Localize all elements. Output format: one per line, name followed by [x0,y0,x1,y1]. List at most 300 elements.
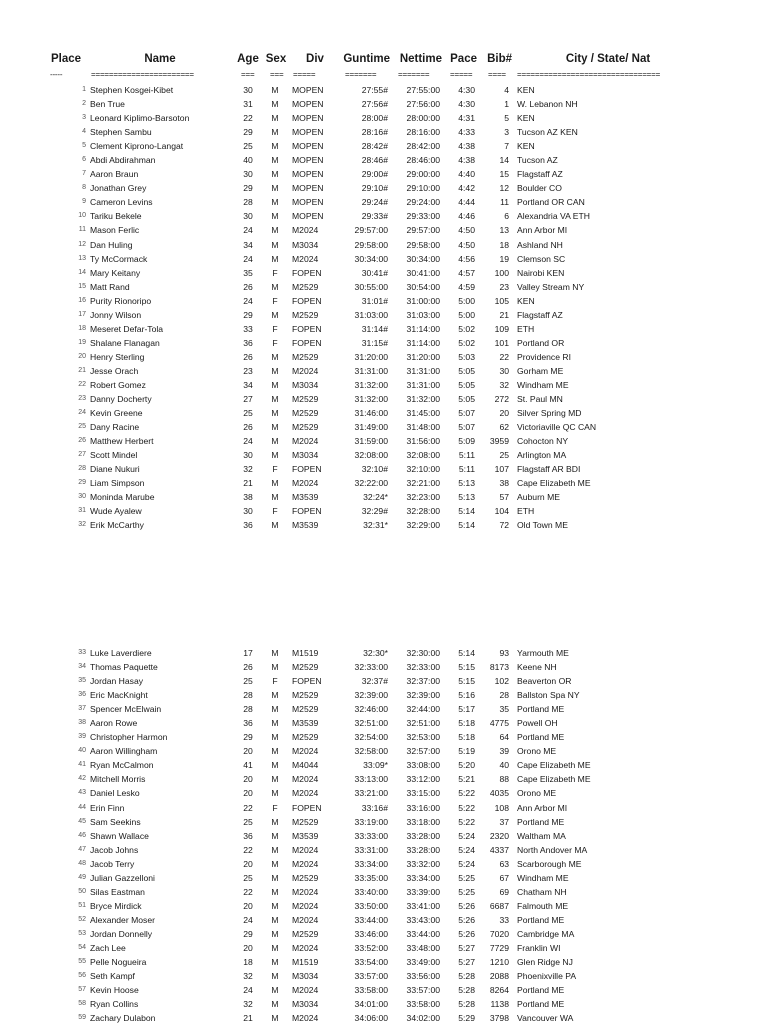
cell-pace: 5:02 [458,323,475,334]
cell-city: Old Town ME [517,520,568,531]
cell-place: 35 [78,677,86,685]
cell-net: 32:23:00 [406,492,440,503]
col-nettime: Nettime [399,53,442,65]
cell-bib: 63 [499,858,509,869]
cell-pace: 5:03 [458,351,475,362]
cell-net: 33:39:00 [406,886,440,897]
cell-age: 32 [243,971,253,982]
cell-name: Mitchell Morris [90,774,146,785]
result-row [0,223,768,237]
cell-gun: 32:46:00 [354,704,388,715]
cell-net: 32:37:00 [406,676,440,687]
cell-place: 47 [78,845,86,853]
cell-pace: 4:42 [458,183,475,194]
cell-name: Pelle Nogueira [90,957,147,968]
cell-pace: 5:21 [458,774,475,785]
result-row [0,829,768,843]
cell-city: Windham ME [517,379,569,390]
cell-bib: 37 [499,816,509,827]
col-pace: Pace [450,53,477,65]
sep-pace: ===== [450,70,473,79]
cell-bib: 109 [494,323,509,334]
cell-gun: 32:31* [363,520,388,531]
cell-sex: M [271,155,279,166]
result-row [0,786,768,800]
cell-city: Portland ME [517,732,565,743]
cell-div: M2024 [292,788,319,799]
cell-city: Portland OR [517,337,565,348]
cell-age: 36 [243,830,253,841]
cell-gun: 31:59:00 [354,436,388,447]
cell-age: 32 [243,999,253,1010]
cell-sex: M [271,253,279,264]
cell-div: FOPEN [292,802,322,813]
cell-net: 33:49:00 [406,957,440,968]
cell-age: 24 [243,914,253,925]
cell-div: M2024 [292,844,319,855]
cell-sex: M [271,928,279,939]
cell-name: Clement Kiprono-Langat [90,141,184,152]
cell-place: 43 [78,789,86,797]
cell-gun: 28:00# [361,113,388,124]
result-row [0,744,768,758]
cell-name: Daniel Lesko [90,788,140,799]
cell-pace: 5:05 [458,379,475,390]
cell-pace: 4:30 [458,85,475,95]
col-name: Name [144,53,176,65]
cell-city: Alexandria VA ETH [517,211,590,222]
cell-name: Wude Ayalew [90,506,142,517]
result-row [0,955,768,969]
cell-net: 29:57:00 [406,225,440,236]
result-row [0,941,768,955]
cell-sex: M [271,127,279,138]
cell-gun: 30:34:00 [354,253,388,264]
cell-place: 28 [78,465,86,473]
result-row [0,181,768,195]
cell-net: 33:44:00 [406,928,440,939]
cell-age: 36 [243,520,253,531]
cell-city: Portland ME [517,914,565,925]
cell-age: 21 [243,478,253,489]
cell-gun: 33:40:00 [354,886,388,897]
cell-city: Falmouth ME [517,900,569,911]
cell-sex: M [271,942,279,953]
cell-name: Julian Gazzelloni [90,872,155,883]
cell-pace: 5:14 [458,648,475,658]
cell-place: 4 [82,128,86,136]
cell-pace: 5:26 [458,928,475,939]
col-sex: Sex [265,53,287,65]
result-row [0,167,768,181]
cell-name: Shawn Wallace [90,830,149,841]
cell-gun: 32:58:00 [354,746,388,757]
cell-bib: 11 [500,197,509,208]
cell-place: 58 [78,1000,86,1008]
cell-gun: 32:37# [361,676,388,687]
cell-city: Cape Elizabeth ME [517,774,591,785]
cell-net: 31:32:00 [406,394,440,405]
cell-city: KEN [517,141,535,152]
cell-pace: 4:38 [458,141,475,152]
result-row [0,308,768,322]
cell-pace: 5:11 [458,464,475,475]
cell-bib: 5 [504,113,509,124]
cell-name: Matt Rand [90,281,130,292]
cell-bib: 19 [499,253,509,264]
cell-city: Cohocton NY [517,436,569,447]
cell-bib: 3 [504,127,509,138]
cell-bib: 4 [504,85,509,95]
cell-city: Windham ME [517,872,569,883]
cell-name: Cameron Levins [90,197,153,208]
cell-age: 28 [243,704,253,715]
cell-bib: 33 [499,914,509,925]
cell-age: 22 [243,802,253,813]
cell-city: Vancouver WA [517,1013,574,1024]
cell-net: 33:18:00 [406,816,440,827]
cell-net: 29:10:00 [406,183,440,194]
cell-city: Flagstaff AZ [517,169,563,180]
cell-gun: 34:06:00 [354,1013,388,1024]
cell-div: M2529 [292,309,319,320]
cell-city: Victoriaville QC CAN [517,422,597,433]
cell-age: 24 [243,985,253,996]
cell-div: M2024 [292,478,319,489]
cell-gun: 29:57:00 [354,225,388,236]
cell-pace: 5:05 [458,394,475,405]
result-row [0,801,768,815]
cell-div: M2024 [292,985,319,996]
cell-gun: 32:08:00 [354,450,388,461]
col-city: City / State/ Nat [565,53,651,65]
cell-net: 33:15:00 [406,788,440,799]
cell-bib: 1 [504,99,509,110]
cell-bib: 15 [499,169,509,180]
cell-gun: 31:32:00 [354,394,388,405]
sep-name: ======================= [91,70,194,79]
result-row [0,252,768,266]
cell-net: 28:00:00 [406,113,440,124]
result-row [0,280,768,294]
cell-name: Ben True [90,99,125,110]
cell-place: 22 [78,380,86,388]
cell-pace: 5:25 [458,872,475,883]
cell-age: 32 [243,464,253,475]
cell-sex: M [271,408,279,419]
cell-pace: 5:26 [458,900,475,911]
cell-place: 29 [78,479,86,487]
cell-city: Ann Arbor MI [517,802,568,813]
cell-net: 32:29:00 [406,520,440,531]
cell-bib: 104 [494,506,509,517]
cell-age: 26 [243,662,253,673]
cell-pace: 5:00 [458,309,475,320]
cell-name: Luke Laverdiere [90,648,152,658]
cell-age: 24 [243,253,253,264]
cell-bib: 8264 [489,985,509,996]
cell-gun: 29:24# [361,197,388,208]
cell-place: 5 [82,142,86,150]
cell-pace: 5:18 [458,718,475,729]
cell-city: St. Paul MN [517,394,563,405]
cell-sex: M [271,239,279,250]
cell-name: Moninda Marube [90,492,155,503]
cell-pace: 5:14 [458,520,475,531]
cell-gun: 32:33:00 [354,662,388,673]
cell-gun: 28:46# [361,155,388,166]
cell-age: 36 [243,718,253,729]
cell-place: 31 [78,507,86,515]
cell-gun: 33:58:00 [354,985,388,996]
cell-net: 28:16:00 [406,127,440,138]
cell-bib: 4775 [489,718,509,729]
cell-sex: M [271,844,279,855]
cell-gun: 27:56# [361,99,388,110]
cell-pace: 4:46 [458,211,475,222]
cell-place: 36 [78,691,86,699]
cell-age: 29 [243,309,253,320]
cell-gun: 33:13:00 [354,774,388,785]
cell-bib: 39 [499,746,509,757]
cell-place: 16 [78,296,86,304]
cell-div: MOPEN [292,127,324,138]
cell-place: 7 [82,170,86,178]
cell-age: 30 [243,450,253,461]
cell-sex: M [271,211,279,222]
cell-city: Flagstaff AR BDI [517,464,581,475]
cell-age: 31 [243,99,253,110]
cell-net: 33:12:00 [406,774,440,785]
cell-pace: 5:07 [458,408,475,419]
cell-div: M2024 [292,225,319,236]
results-block-page-1 [0,83,768,533]
cell-pace: 5:24 [458,858,475,869]
result-row [0,238,768,252]
cell-place: 27 [78,451,86,459]
cell-bib: 35 [499,704,509,715]
cell-name: Kevin Hoose [90,985,139,996]
cell-sex: M [271,648,279,658]
result-row [0,83,768,97]
cell-name: Mary Keitany [90,267,141,278]
cell-net: 33:32:00 [406,858,440,869]
cell-city: Cape Elizabeth ME [517,478,591,489]
cell-name: Liam Simpson [90,478,145,489]
cell-pace: 4:50 [458,239,475,250]
cell-place: 51 [78,901,86,909]
cell-bib: 67 [499,872,509,883]
cell-place: 59 [78,1014,86,1022]
cell-bib: 13 [499,225,509,236]
cell-place: 33 [78,649,86,656]
cell-gun: 33:35:00 [354,872,388,883]
cell-net: 28:46:00 [406,155,440,166]
cell-bib: 105 [494,295,509,306]
cell-name: Ryan Collins [90,999,139,1010]
cell-div: M3034 [292,239,319,250]
cell-city: KEN [517,113,535,124]
cell-age: 26 [243,422,253,433]
cell-pace: 5:13 [458,492,475,503]
cell-div: M2024 [292,914,319,925]
result-row [0,266,768,280]
cell-net: 27:55:00 [406,85,440,95]
cell-city: Portland ME [517,985,565,996]
cell-sex: M [271,379,279,390]
cell-div: M2024 [292,365,319,376]
col-age: Age [237,53,259,65]
cell-net: 33:48:00 [406,942,440,953]
cell-pace: 5:15 [458,662,475,673]
cell-div: M2024 [292,436,319,447]
cell-place: 25 [78,423,86,431]
cell-bib: 4337 [489,844,509,855]
separator-row [0,70,768,80]
cell-place: 45 [78,817,86,825]
cell-sex: M [271,281,279,292]
cell-city: Tucson AZ KEN [517,127,578,138]
cell-sex: F [272,337,278,348]
cell-gun: 34:01:00 [354,999,388,1010]
cell-bib: 93 [499,648,509,658]
cell-bib: 23 [499,281,509,292]
result-row [0,490,768,504]
cell-age: 26 [243,351,253,362]
cell-gun: 32:29# [361,506,388,517]
cell-net: 30:54:00 [406,281,440,292]
result-row [0,843,768,857]
cell-net: 33:16:00 [406,802,440,813]
cell-sex: M [271,858,279,869]
cell-pace: 5:07 [458,422,475,433]
cell-bib: 107 [494,464,509,475]
cell-div: M4044 [292,760,319,771]
cell-sex: F [272,464,278,475]
cell-place: 39 [78,733,86,741]
cell-sex: M [271,183,279,194]
cell-div: M3539 [292,718,319,729]
cell-age: 20 [243,900,253,911]
cell-bib: 6687 [489,900,509,911]
cell-age: 40 [243,155,253,166]
cell-pace: 5:19 [458,746,475,757]
cell-div: MOPEN [292,113,324,124]
cell-pace: 5:28 [458,999,475,1010]
cell-age: 38 [243,492,253,503]
cell-div: M3034 [292,971,319,982]
result-row [0,322,768,336]
sep-age: === [241,70,255,79]
sep-guntime: ======= [345,70,377,79]
cell-age: 23 [243,365,253,376]
cell-pace: 5:27 [458,957,475,968]
cell-sex: F [272,676,278,687]
col-bib: Bib# [487,53,512,65]
cell-name: Abdi Abdirahman [90,155,156,166]
cell-pace: 5:29 [458,1013,475,1024]
cell-sex: M [271,309,279,320]
cell-net: 32:51:00 [406,718,440,729]
cell-pace: 4:33 [458,127,475,138]
cell-net: 27:56:00 [406,99,440,110]
cell-name: Ty McCormack [90,253,148,264]
cell-name: Jordan Donnelly [90,928,153,939]
cell-bib: 4035 [489,788,509,799]
cell-sex: M [271,774,279,785]
cell-place: 23 [78,395,86,403]
cell-place: 50 [78,887,86,895]
cell-net: 31:14:00 [406,323,440,334]
cell-place: 42 [78,775,86,783]
cell-city: Orono ME [517,788,557,799]
cell-sex: M [271,492,279,503]
cell-net: 32:21:00 [406,478,440,489]
cell-pace: 4:56 [458,253,475,264]
cell-city: Gorham ME [517,365,564,376]
cell-age: 25 [243,816,253,827]
cell-city: Providence RI [517,351,571,362]
cell-name: Robert Gomez [90,379,146,390]
cell-name: Jacob Terry [90,858,135,869]
cell-bib: 21 [499,309,509,320]
cell-div: M3539 [292,520,319,531]
cell-net: 32:10:00 [406,464,440,475]
cell-bib: 57 [499,492,509,503]
cell-name: Mason Ferlic [90,225,140,236]
cell-bib: 72 [499,520,509,531]
result-row [0,646,768,660]
result-row [0,518,768,532]
cell-pace: 4:31 [458,113,475,124]
result-row [0,758,768,772]
cell-pace: 5:18 [458,732,475,743]
cell-age: 22 [243,113,253,124]
cell-sex: M [271,999,279,1010]
cell-pace: 5:15 [458,676,475,687]
cell-name: Seth Kampf [90,971,135,982]
cell-age: 20 [243,788,253,799]
cell-sex: M [271,957,279,968]
cell-place: 38 [78,719,86,727]
header-row [0,53,768,69]
cell-sex: M [271,971,279,982]
cell-gun: 33:21:00 [354,788,388,799]
cell-name: Dany Racine [90,422,140,433]
result-row [0,462,768,476]
cell-bib: 1210 [489,957,509,968]
cell-div: M2024 [292,253,319,264]
cell-place: 19 [78,338,86,346]
cell-city: Keene NH [517,662,557,673]
cell-net: 29:33:00 [406,211,440,222]
cell-sex: M [271,351,279,362]
cell-sex: M [271,830,279,841]
cell-place: 52 [78,915,86,923]
result-row [0,899,768,913]
cell-pace: 5:24 [458,844,475,855]
cell-bib: 30 [499,365,509,376]
cell-age: 35 [243,267,253,278]
cell-div: FOPEN [292,506,322,517]
cell-age: 20 [243,746,253,757]
cell-pace: 5:22 [458,816,475,827]
cell-place: 18 [78,324,86,332]
cell-place: 32 [78,521,86,529]
cell-sex: F [272,506,278,517]
cell-sex: F [272,802,278,813]
sep-bib: ==== [488,70,506,79]
